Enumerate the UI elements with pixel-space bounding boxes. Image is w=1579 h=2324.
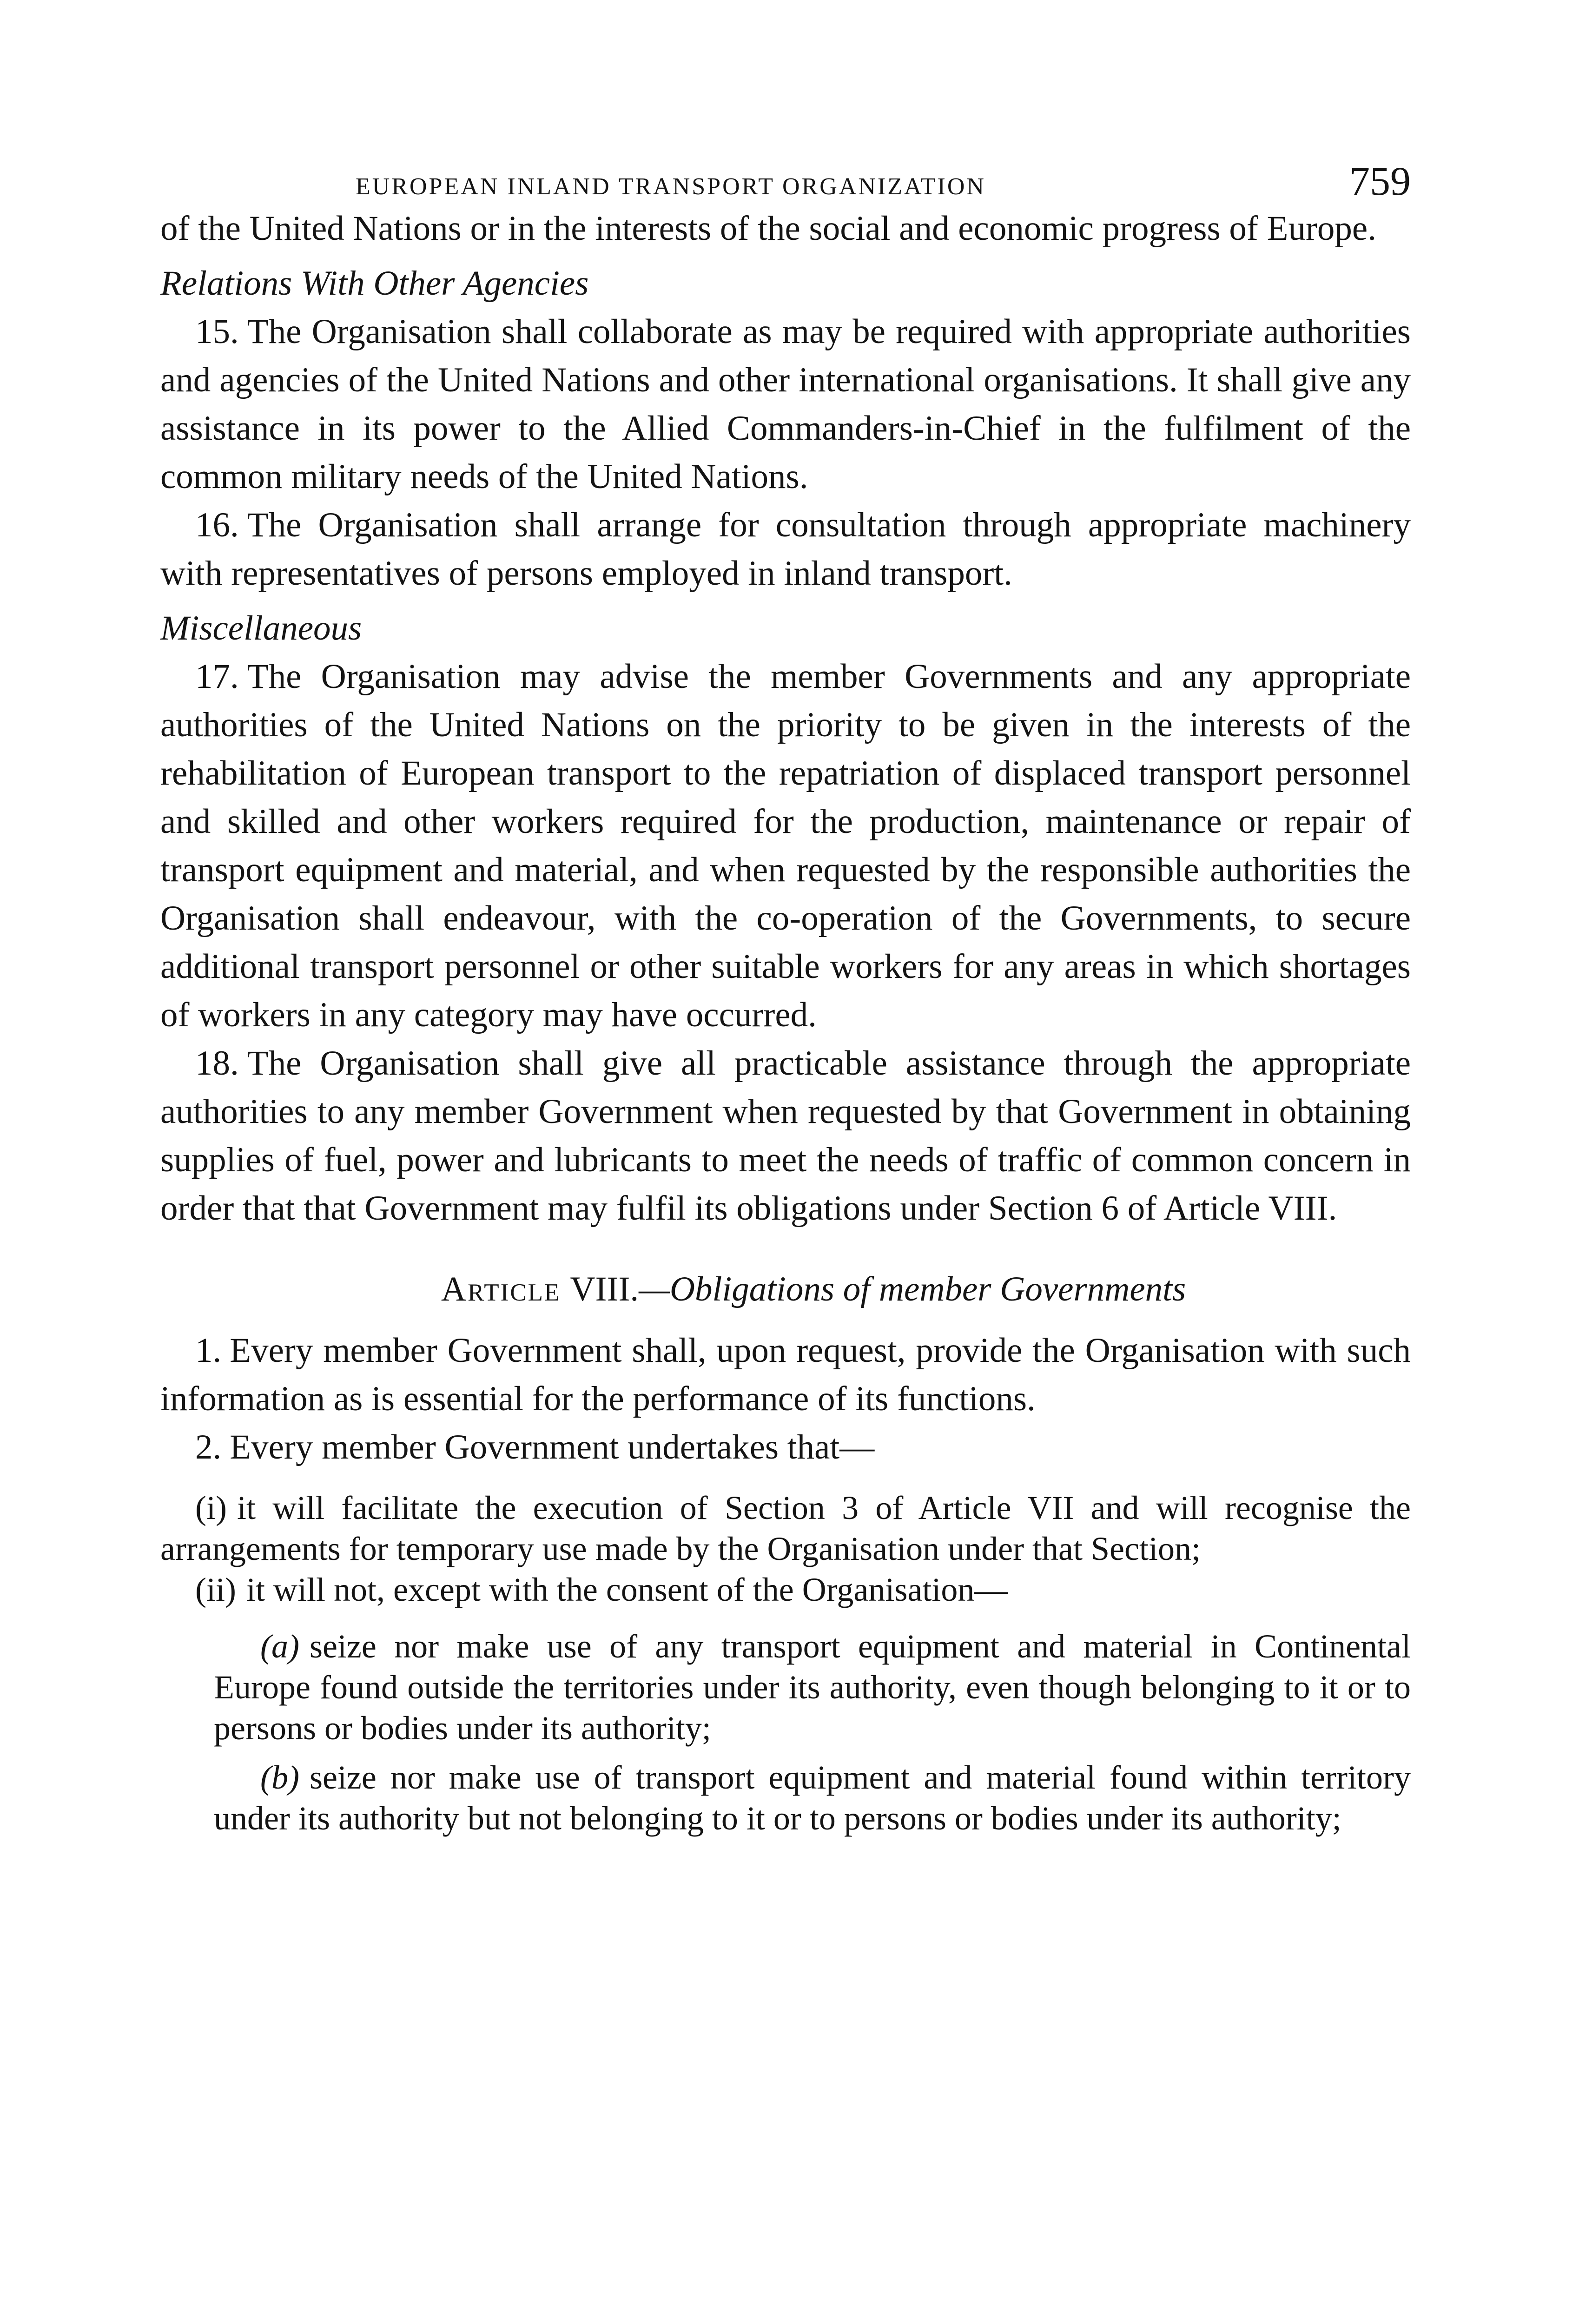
paragraph-text: Every member Government undertakes that— xyxy=(230,1428,875,1466)
clause-text: it will facilitate the execution of Section 3 of Article VII and will recognise the arrangements for temporary use made by the Organisation under that Section; xyxy=(160,1489,1411,1567)
paragraph-15 xyxy=(160,308,1411,501)
clause-b xyxy=(214,1757,1411,1839)
body-text xyxy=(160,205,1411,1839)
paragraph-text: The Organisation may advise the member Governments and any appropriate authorities of the United Nations on the priority to be given in the interests of the rehabilitation of European transport to the repatriation of displaced transport personnel and skilled and other workers required for the production, maintenance or repair of transport equipment and material, and when requested by the responsible authorities the Organisation shall endeavour, with the co-operation of the Governments, to secure additional transport personnel or other suitable workers for any areas in which shortages of workers in any category may have occurred. xyxy=(160,657,1411,1034)
paragraph-text: The Organisation shall arrange for consultation through appropriate machinery with representatives of persons employed in inland transport. xyxy=(160,506,1411,593)
clause-a xyxy=(214,1626,1411,1749)
paragraph-number: 16. xyxy=(195,506,239,544)
running-head xyxy=(160,153,1411,205)
paragraph-number: 17. xyxy=(195,657,239,696)
paragraph-text: The Organisation shall collaborate as may be required with appropriate authorities and agencies of the United Nations and other international organisations. It shall give any assistance in its power to the Allied Commanders-in-Chief in the fulfilment of the common military needs of the United Nations. xyxy=(160,312,1411,496)
continuation-paragraph: of the United Nations or in the interests of the social and economic progress of Europe. xyxy=(160,209,1376,248)
paragraph-text: The Organisation shall give all practicable assistance through the appropriate authorities to any member Government when requested by that Government in obtaining supplies of fuel, power and lubricants to meet the needs of traffic of common concern in order that that Government may fulfil its obligations under Section 6 of Article VIII. xyxy=(160,1044,1411,1228)
paragraph-number: 18. xyxy=(195,1044,239,1083)
document-page xyxy=(160,153,1411,1839)
article-paragraph-2 xyxy=(160,1423,1411,1472)
paragraph-16 xyxy=(160,501,1411,598)
running-title: EUROPEAN INLAND TRANSPORT ORGANIZATION xyxy=(356,173,986,200)
clause-ii xyxy=(160,1569,1411,1610)
article-number: VIII. xyxy=(570,1270,639,1308)
clause-label: (ii) xyxy=(195,1571,236,1608)
clause-text: seize nor make use of any transport equipment and material in Continental Europe found outside the territories under its authority, even though belonging to it or to persons or bodies under its authority; xyxy=(214,1628,1411,1747)
article-label: Article xyxy=(441,1270,561,1308)
page-number: 759 xyxy=(1349,159,1411,204)
article-heading xyxy=(160,1265,1411,1314)
clause-text: it will not, except with the consent of the Organisation— xyxy=(246,1571,1008,1608)
paragraph-number: 2. xyxy=(195,1428,222,1466)
article-paragraph-1 xyxy=(160,1327,1411,1423)
paragraph-17 xyxy=(160,653,1411,1039)
section-heading-relations: Relations With Other Agencies xyxy=(160,264,589,303)
clause-label: (b) xyxy=(260,1759,299,1796)
clause-text: seize nor make use of transport equipment and material found within territory under its authority but not belonging to it or to persons or bodies under its authority; xyxy=(214,1759,1411,1837)
clause-i xyxy=(160,1487,1411,1569)
paragraph-18 xyxy=(160,1039,1411,1233)
paragraph-number: 15. xyxy=(195,312,239,351)
paragraph-text: Every member Government shall, upon request, provide the Organisation with such information as is essential for the performance of its functions. xyxy=(160,1331,1411,1418)
clause-label: (i) xyxy=(195,1489,227,1526)
section-heading-miscellaneous: Miscellaneous xyxy=(160,609,362,647)
article-title: —Obligations of member Governments xyxy=(639,1270,1186,1308)
clause-label: (a) xyxy=(260,1628,299,1665)
paragraph-number: 1. xyxy=(195,1331,222,1370)
